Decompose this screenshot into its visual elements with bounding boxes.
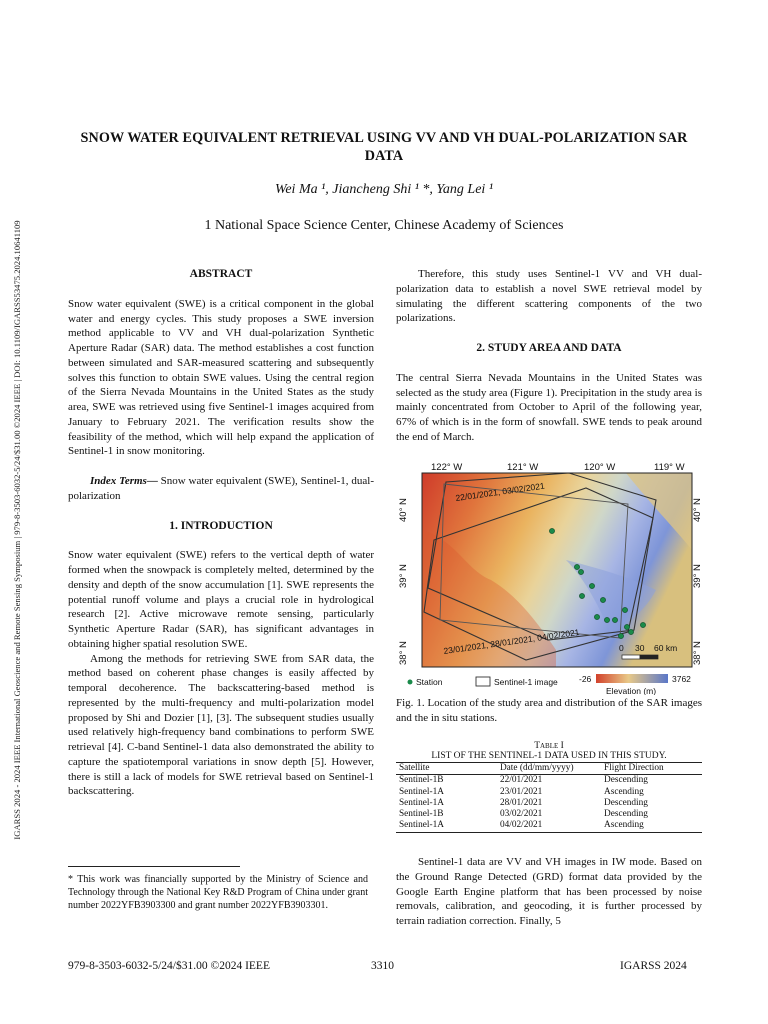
footnote-rule: [68, 866, 240, 867]
intro-paragraph-1: Snow water equivalent (SWE) refers to the vertical depth of water formed when the snowpack is completely melted, determined by the density and depth of the snow accumulation [1]. SWE represents the potential runoff volume and plays a crucial role in hydrological research [2]. Active microwave remote sensing, particularly Synthetic Aperture Radar (SAR), has significant advantages in obtaining higher spatial resolution SWE.: [68, 549, 374, 650]
header-satellite: Satellite: [396, 763, 497, 775]
table-row: [396, 798, 702, 809]
swath-label-top: 22/01/2021, 03/02/2021: [454, 480, 546, 503]
cell-satellite: Sentinel-1B: [399, 809, 444, 820]
station-point: [600, 597, 605, 602]
cell-date: 04/02/2021: [497, 820, 601, 832]
lon-label-121: 121° W: [507, 462, 539, 473]
cell-satellite: Sentinel-1A: [399, 797, 444, 808]
station-point: [640, 622, 645, 627]
affiliation: 1 National Space Science Center, Chinese Academy of Sciences: [204, 218, 564, 233]
elev-axis-label: Elevation (m): [606, 686, 657, 695]
legend-swath-label: Sentinel-1 image: [494, 677, 558, 687]
scale-segment: [622, 655, 640, 659]
station-point: [622, 607, 627, 612]
lat-label-39-left: 39° N: [398, 564, 409, 588]
elev-max-label: 3762: [672, 674, 691, 684]
table-row: [396, 809, 702, 820]
intro-paragraph-2: Among the methods for retrieving SWE from SAR data, the method based on coherent phase changes is easily affected by temporal decoherence. The backscattering-based method is represented by the multi-frequency and multi-polarization model proposed by Shi and Dozier [1], [3]. The subsequent studies usually used relatively high-frequency band combinations to perform SWE retrieval [4]. C-band Sentinel-1 data also demonstrated the ability to capture the spatiotemporal variations in snow depth [5]. However, there is still a lack of models for SWE retrieval based on Sentinel-1 backscattering.: [68, 652, 374, 798]
authors: Wei Ma ¹, Jiancheng Shi ¹ *, Yang Lei ¹: [274, 182, 494, 197]
swath-label-bottom: 23/01/2021, 28/01/2021, 04/02/2021: [442, 627, 581, 656]
study-area-map: [396, 460, 702, 695]
lat-label-38-right: 38° N: [692, 641, 702, 665]
lat-label-40-left: 40° N: [398, 498, 409, 522]
sentinel-table: [396, 762, 702, 833]
legend-station-label: Station: [416, 677, 443, 687]
station-point: [578, 569, 583, 574]
footnote: * This work was financially supported by the Ministry of Science and Technology through the National Key R&D Program of China under grant number 2022YFB3903300 and grant number 2022YFB3903301.: [68, 874, 368, 912]
footer-conference: IGARSS 2024: [620, 960, 687, 972]
abstract-text: Snow water equivalent (SWE) is a critical component in the global water and energy cycles. This study proposes a SWE inversion method applicable to VV and VH dual-polarization Synthetic Aperture Radar (SAR) data. The method establishes a cost function between simulated and SAR-measured scattering and subsequently solves this function to obtain SWE values. Using the central region of the Sierra Nevada Mountains in the United States as the study area, SWE was retrieved using five Sentinel-1 images acquired from January to February 2021. The verification results show the feasibility of the method, which will help expand the application of Sentinel-1 in snow monitoring.: [68, 297, 374, 458]
footer-copyright: 979-8-3503-6032-5/24/$31.00 ©2024 IEEE: [68, 960, 270, 972]
study-area-heading: 2. STUDY AREA AND DATA: [476, 342, 622, 354]
station-point: [579, 593, 584, 598]
index-terms: [68, 474, 374, 504]
cell-direction: Descending: [604, 775, 648, 786]
legend-station-icon: [408, 680, 413, 685]
abstract-heading: ABSTRACT: [189, 268, 253, 280]
right-column-bottom: [396, 855, 702, 929]
lon-label-122: 122° W: [431, 462, 463, 473]
lat-label-39-right: 39° N: [692, 564, 702, 588]
station-point: [594, 614, 599, 619]
sentinel-paragraph: Sentinel-1 data are VV and VH images in IW mode. Based on the Ground Range Detected (GRD) format data provided by the Google Earth Engine platform that has been processed by noise removals, calibration, and geocoding, it is further processed by terrain radiation correction. Finally, 5: [396, 856, 702, 927]
table-header-row: [396, 763, 702, 775]
intro-heading: 1. INTRODUCTION: [169, 519, 273, 532]
table-row: [396, 775, 702, 787]
cell-date: 28/01/2021: [499, 797, 543, 808]
cell-direction: Descending: [604, 797, 648, 808]
cell-direction: Descending: [604, 809, 648, 820]
table-row: [396, 787, 702, 798]
table-label: Table I: [534, 741, 564, 751]
table-row: [396, 820, 702, 832]
lon-label-120: 120° W: [584, 462, 616, 473]
header-date: Date (dd/mm/yyyy): [497, 763, 601, 775]
station-point: [549, 528, 554, 533]
elev-min-label: -26: [579, 674, 592, 684]
header-direction: Flight Direction: [601, 763, 702, 775]
study-area-figure: [396, 460, 702, 695]
study-area-paragraph: The central Sierra Nevada Mountains in the United States was selected as the study area (Figure 1). Precipitation in the study area is mainly concentrated from October to April of the following year, 67% of which is in the form of snowfall. SWE tends to peak around the end of March.: [396, 371, 702, 443]
cell-date: 03/02/2021: [499, 809, 543, 820]
cell-direction: Ascending: [601, 820, 702, 832]
index-terms-label: Index Terms—: [90, 475, 158, 487]
cell-date: 23/01/2021: [499, 786, 543, 797]
scale-label-30: 30: [635, 643, 645, 653]
page-number: 3310: [371, 960, 394, 972]
cell-date: 22/01/2021: [499, 775, 543, 786]
table-title: LIST OF THE SENTINEL-1 DATA USED IN THIS STUDY.: [431, 751, 667, 761]
scale-label-0: 0: [619, 643, 624, 653]
station-point: [612, 617, 617, 622]
lat-label-40-right: 40° N: [692, 498, 702, 522]
right-paragraph-1: Therefore, this study uses Sentinel-1 VV and VH dual-polarization data to establish a novel SWE retrieval model by simulating the different scattering components of the two polarizations.: [396, 268, 702, 325]
scale-label-60: 60 km: [654, 643, 678, 653]
cell-satellite: Sentinel-1A: [396, 820, 497, 832]
data-table: [396, 741, 702, 833]
station-point: [624, 624, 629, 629]
station-point: [628, 629, 633, 634]
figure-caption: Fig. 1. Location of the study area and distribution of the SAR images and the in situ stations.: [396, 697, 702, 724]
paper-title: SNOW WATER EQUIVALENT RETRIEVAL USING VV AND VH DUAL-POLARIZATION SAR DATA: [80, 130, 688, 164]
cell-direction: Ascending: [604, 786, 644, 797]
figure-caption-block: [396, 696, 702, 726]
scale-segment: [640, 655, 658, 659]
right-column-top: [396, 267, 702, 445]
cell-satellite: Sentinel-1B: [399, 775, 444, 786]
doi-sidebar: IGARSS 2024 - 2024 IEEE International Geoscience and Remote Sensing Symposium | 979-8-3503-6032-5/24/$31.00 ©2024 IEEE | DOI: 10.1109/IGARSS53475.2024.10641109: [12, 220, 22, 840]
station-point: [589, 583, 594, 588]
station-point: [618, 633, 623, 638]
station-point: [574, 564, 579, 569]
left-column: [68, 267, 374, 799]
lon-label-119: 119° W: [654, 462, 685, 473]
lat-label-38-left: 38° N: [398, 641, 409, 665]
index-terms-text: Snow water equivalent (SWE), Sentinel-1, dual-polarization: [68, 475, 374, 502]
elevation-colorbar: [596, 674, 668, 683]
station-point: [604, 617, 609, 622]
cell-satellite: Sentinel-1A: [399, 786, 444, 797]
